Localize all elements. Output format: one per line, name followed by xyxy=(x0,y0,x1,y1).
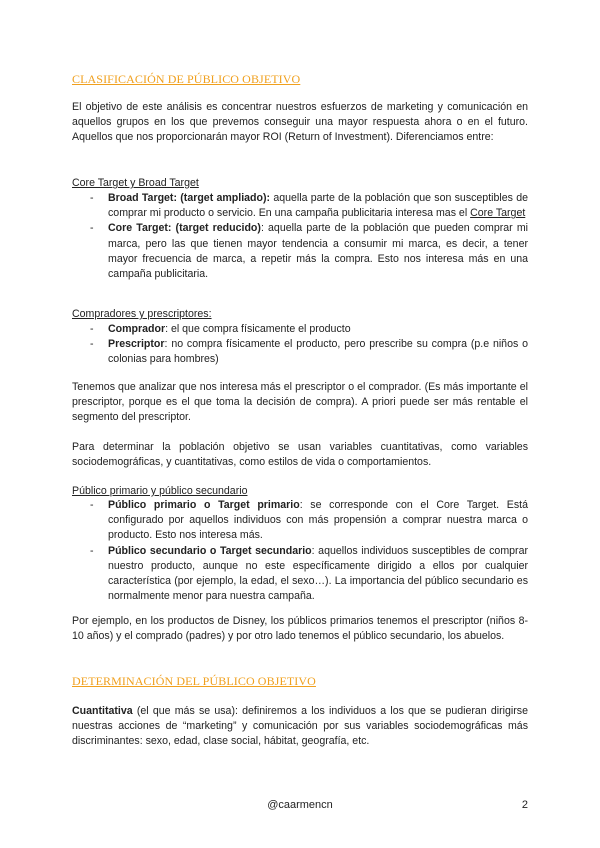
term: Prescriptor xyxy=(108,338,165,351)
variables-paragraph: Para determinar la población objetivo se usan variables cuantitativas, como variables sociodemográficas, y cuantitativas, como estilos de vida o comportamientos. xyxy=(72,441,528,469)
subheading-primary-secondary: Público primario y público secundario xyxy=(72,485,248,497)
list-item xyxy=(72,498,528,544)
definition: : aquella parte de la población que pueden comprar mi marca, pero las que tienen mayor tendencia a consumir mi marca, es decir, a tener mayor frecuencia de marca, a repetir más la compra. Esto nos interesa más en una campaña publicitaria. xyxy=(108,222,528,281)
dash-bullet: - xyxy=(90,544,94,557)
dash-bullet: - xyxy=(90,192,94,204)
page-number: 2 xyxy=(521,799,528,811)
dash-bullet: - xyxy=(90,338,94,351)
dash-bullet: - xyxy=(90,323,94,335)
definition: (el que más se usa): definiremos a los individuos a los que se pudieran dirigirse nuestras acciones de “marketing” y comunicación por sus variables sociodemográficas más discriminantes: sexo, edad, clase social, hábitat, geografía, etc. xyxy=(72,705,528,748)
definition: aquella parte de la población que son susceptibles de comprar mi producto o servicio. En una campaña publicitaria interesa mas el xyxy=(108,192,528,220)
term: Público secundario o Target secundario xyxy=(108,544,312,557)
dash-bullet: - xyxy=(90,222,94,235)
list-item xyxy=(72,221,528,282)
list-item xyxy=(72,191,528,221)
term: Público primario o Target primario xyxy=(108,499,300,511)
term: Broad Target: (target ampliado): xyxy=(108,192,271,204)
core-broad-list xyxy=(72,191,528,282)
term: Comprador xyxy=(108,323,166,335)
term: Core Target: (target reducido) xyxy=(108,222,261,235)
definition: : el que compra físicamente el producto xyxy=(165,323,351,335)
list-item xyxy=(72,544,528,605)
list-item xyxy=(72,322,528,337)
analysis-paragraph: Tenemos que analizar que nos interesa más el prescriptor o el comprador. (Es más importante el prescriptor, porque es el que toma la decisión de compra). A priori puede ser más rentable el segmento del prescriptor. xyxy=(72,381,528,424)
section-heading-determination: DETERMINACIÓN DEL PÚBLICO OBJETIVO xyxy=(72,674,316,688)
intro-paragraph: El objetivo de este análisis es concentrar nuestros esfuerzos de marketing y comunicación en aquellos grupos en los que prevemos conseguir una mayor respuesta ahora o en el futuro. Aquellos que nos proporcionarán mayor ROI (Return of Investment). Diferenciamos entre: xyxy=(72,101,528,144)
subheading-buyers: Compradores y prescriptores: xyxy=(72,308,212,320)
term: Cuantitativa xyxy=(72,705,133,717)
dash-bullet: - xyxy=(90,499,94,511)
primary-secondary-list xyxy=(72,498,528,604)
buyers-list xyxy=(72,322,528,368)
quantitative-paragraph xyxy=(72,704,528,750)
disney-paragraph: Por ejemplo, en los productos de Disney, los públicos primarios tenemos el prescriptor (niños 8-10 años) y el comprado (padres) y por otro lado tenemos el público secundario, los abuelos. xyxy=(72,615,528,643)
list-item xyxy=(72,337,528,367)
footer-handle: @caarmencn xyxy=(267,799,333,811)
section-heading-classification: CLASIFICACIÓN DE PÚBLICO OBJETIVO xyxy=(72,72,301,86)
definition: : no compra físicamente el producto, pero prescribe su compra (p.e niños o colonias para hombres) xyxy=(108,338,528,366)
definition: : aquellos individuos susceptibles de comprar nuestro producto, aunque no este específicamente dirigido a ellos por cualquier característica (por ejemplo, la edad, el sexo…). La importancia del público secundario es normalmente menor para nuestra campaña. xyxy=(108,544,528,603)
definition: : se corresponde con el Core Target. Está configurado por aquellos individuos con más propensión a comprar nuestra marca o producto. Esto nos interesa más. xyxy=(108,499,528,542)
core-target-link: Core Target xyxy=(470,207,526,220)
subheading-core-broad: Core Target y Broad Target xyxy=(72,177,199,189)
